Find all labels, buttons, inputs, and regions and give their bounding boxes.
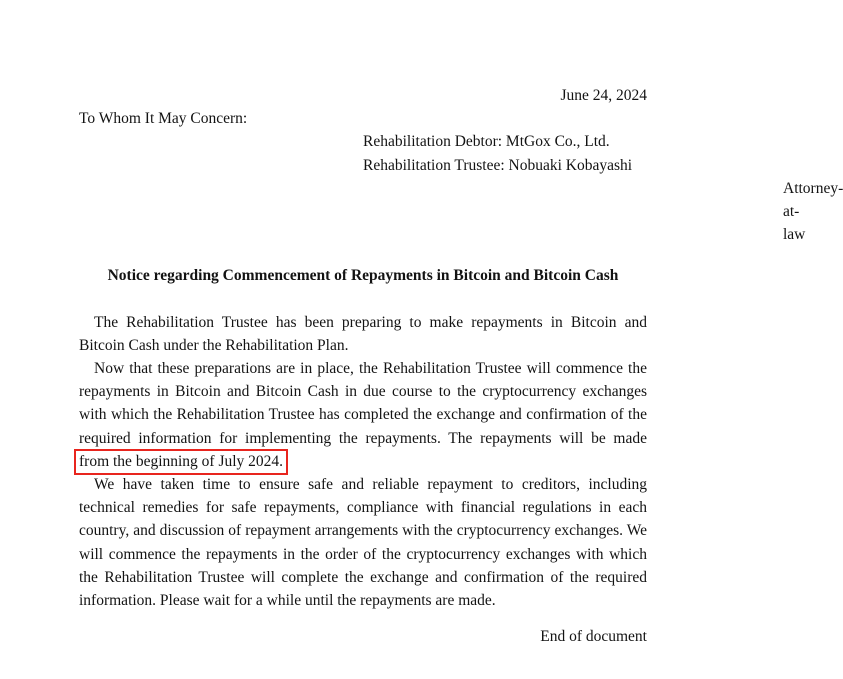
end-of-document: End of document [540, 628, 647, 646]
paragraph-commencement-text: Now that these preparations are in place, the Rehabilitation Trustee will commence the repayments in Bitcoin and Bitcoin Cash in due course to the cryptocurrency exchanges with which the Rehabilitation Trustee has completed the exchange and confirmation of the required information for implementing the repayments. The repayments will be made [79, 360, 647, 447]
rehabilitation-debtor-line: Rehabilitation Debtor: MtGox Co., Ltd. [363, 133, 610, 151]
letter-content [79, 0, 843, 648]
sender-block: Rehabilitation Debtor: MtGox Co., Ltd. Rehabilitation Trustee: Nobuaki Kobayashi Attorney-at-law [363, 130, 647, 246]
paragraph-preparing-repayments: The Rehabilitation Trustee has been preparing to make repayments in Bitcoin and Bitcoin Cash under the Rehabilitation Plan. [79, 313, 647, 354]
red-annotation-box: from the beginning of July 2024. [74, 449, 288, 475]
salutation: To Whom It May Concern: [79, 110, 248, 128]
rehabilitation-trustee-line: Rehabilitation Trustee: Nobuaki Kobayashi [363, 156, 633, 174]
paragraph-commencement [79, 357, 647, 473]
document-title: Notice regarding Commencement of Repayments in Bitcoin and Bitcoin Cash [107, 267, 619, 285]
paragraph-safe-repayment: We have taken time to ensure safe and reliable repayment to creditors, including technical remedies for safe repayments, compliance with financial regulations in each country, and discussion of repayment arrangements with the cryptocurrency exchanges. We will commence the repayments in the order of the cryptocurrency exchanges with which the Rehabilitation Trustee will complete the exchange and confirmation of the required information. Please wait for a while until the repayments are made. [79, 476, 647, 610]
letter-body [79, 311, 647, 613]
letter-date: June 24, 2024 [560, 87, 647, 104]
